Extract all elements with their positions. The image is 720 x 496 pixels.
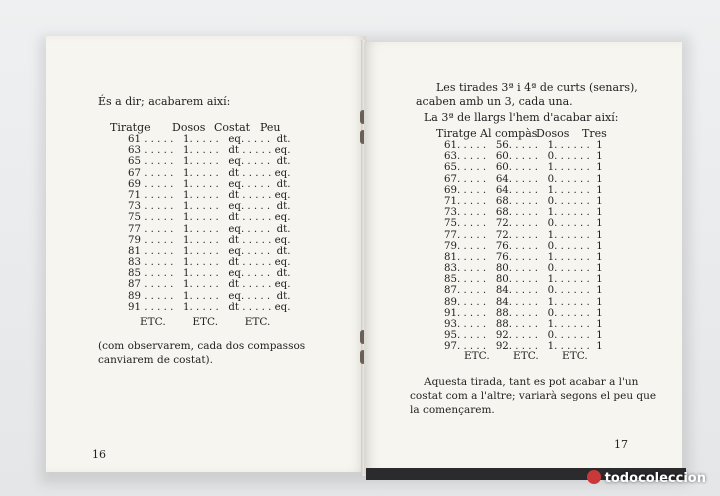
right-outro-line3: la començarem. [410, 404, 495, 416]
table-row: 77 . . . . . 1. . . . . eq. . . . . dt. [128, 223, 291, 235]
table-row: 95. . . . . 92. . . . . 0. . . . . . 1 [444, 330, 603, 342]
left-header-peu: Peu [260, 121, 281, 134]
table-row: 63. . . . . 60. . . . . 0. . . . . . 1 [444, 151, 603, 163]
table-row: 87. . . . . 84. . . . . 0. . . . . . 1 [444, 285, 603, 297]
table-row: 63 . . . . . 1. . . . . dt . . . . . eq. [128, 145, 291, 157]
left-note-line2: canviarem de costat). [98, 354, 213, 366]
table-row: 93. . . . . 88. . . . . 1. . . . . . 1 [444, 319, 603, 330]
table-row: 75. . . . . 72. . . . . 0. . . . . . 1 [444, 218, 603, 230]
table-row: 91. . . . . 88. . . . . 0. . . . . . 1 [444, 307, 603, 319]
table-row: 81. . . . . 76. . . . . 1. . . . . . 1 [444, 251, 603, 263]
table-row: 71 . . . . . 1. . . . . dt . . . . . eq. [128, 189, 291, 201]
right-table [444, 140, 603, 353]
left-table [128, 134, 290, 313]
page-number-left: 16 [92, 448, 106, 461]
right-etc-row: ETC. ETC. ETC. [464, 350, 588, 362]
watermark-text: todocoleccion [604, 471, 706, 486]
table-row: 61. . . . . 56. . . . . 1. . . . . . 1 [444, 140, 603, 151]
table-row: 67 . . . . . 1. . . . . dt . . . . . eq. [128, 167, 291, 179]
watermark-logo-icon [587, 470, 601, 484]
table-row: 83. . . . . 80. . . . . 0. . . . . . 1 [444, 263, 603, 275]
table-row: 85 . . . . . 1. . . . . eq. . . . . dt. [128, 268, 291, 280]
right-header-tres: Tres [582, 127, 607, 140]
table-row: 91 . . . . . 1. . . . . dt . . . . . eq. [128, 301, 291, 313]
table-row: 89 . . . . . 1. . . . . eq. . . . . dt. [128, 290, 291, 302]
right-intro-line3: La 3ª de llargs l'hem d'acabar així: [424, 111, 619, 124]
left-header-costat: Costat [214, 121, 251, 134]
page-number-right: 17 [614, 438, 628, 451]
table-row: 65 . . . . . 1. . . . . eq. . . . . dt. [128, 156, 291, 168]
table-row: 75 . . . . . 1. . . . . dt . . . . . eq. [128, 212, 291, 224]
table-row: 61 . . . . . 1. . . . . eq. . . . . dt. [128, 134, 291, 145]
table-row: 79. . . . . 76. . . . . 0. . . . . . 1 [444, 240, 603, 252]
right-header-al-compas: Al compàs [480, 127, 538, 140]
table-row: 97. . . . . 92. . . . . 1. . . . . . 1 [444, 341, 603, 353]
left-page [46, 36, 366, 472]
left-header-tiratge: Tiratge [110, 121, 151, 134]
right-intro-line2: acaben amb un 3, cada una. [416, 95, 573, 108]
table-row: 67. . . . . 64. . . . . 0. . . . . . 1 [444, 173, 603, 185]
watermark [587, 470, 706, 486]
table-row: 69. . . . . 64. . . . . 1. . . . . . 1 [444, 184, 603, 196]
table-row: 69 . . . . . 1. . . . . eq. . . . . dt. [128, 178, 291, 190]
table-row: 81 . . . . . 1. . . . . eq. . . . . dt. [128, 245, 291, 257]
table-row: 89. . . . . 84. . . . . 1. . . . . . 1 [444, 296, 603, 308]
table-row: 85. . . . . 80. . . . . 1. . . . . . 1 [444, 274, 603, 286]
right-outro-line1: Aquesta tirada, tant es pot acabar a l'un [424, 376, 639, 388]
right-header-dosos: Dosos [536, 127, 570, 140]
right-outro-line2: costat com a l'altre; variarà segons el peu que [410, 390, 657, 402]
table-row: 73. . . . . 68. . . . . 1. . . . . . 1 [444, 207, 603, 219]
right-intro-line1: Les tirades 3ª i 4ª de curts (senars), [436, 81, 638, 94]
left-intro: És a dir; acabarem així: [98, 95, 231, 108]
right-page [364, 42, 682, 474]
table-row: 83 . . . . . 1. . . . . dt . . . . . eq. [128, 257, 291, 269]
left-etc-row: ETC. ETC. ETC. [140, 316, 271, 328]
table-row: 87 . . . . . 1. . . . . dt . . . . . eq. [128, 279, 291, 291]
right-header-tiratge: Tiratge [436, 127, 477, 140]
table-row: 65. . . . . 60. . . . . 1. . . . . . 1 [444, 162, 603, 174]
table-row: 73 . . . . . 1. . . . . eq. . . . . dt. [128, 201, 291, 213]
left-note-line1: (com observarem, cada dos compassos [98, 340, 306, 352]
table-row: 79 . . . . . 1. . . . . dt . . . . . eq. [128, 234, 291, 246]
table-row: 71. . . . . 68. . . . . 0. . . . . . 1 [444, 195, 603, 207]
table-row: 77. . . . . 72. . . . . 1. . . . . . 1 [444, 229, 603, 241]
left-header-dosos: Dosos [172, 121, 206, 134]
